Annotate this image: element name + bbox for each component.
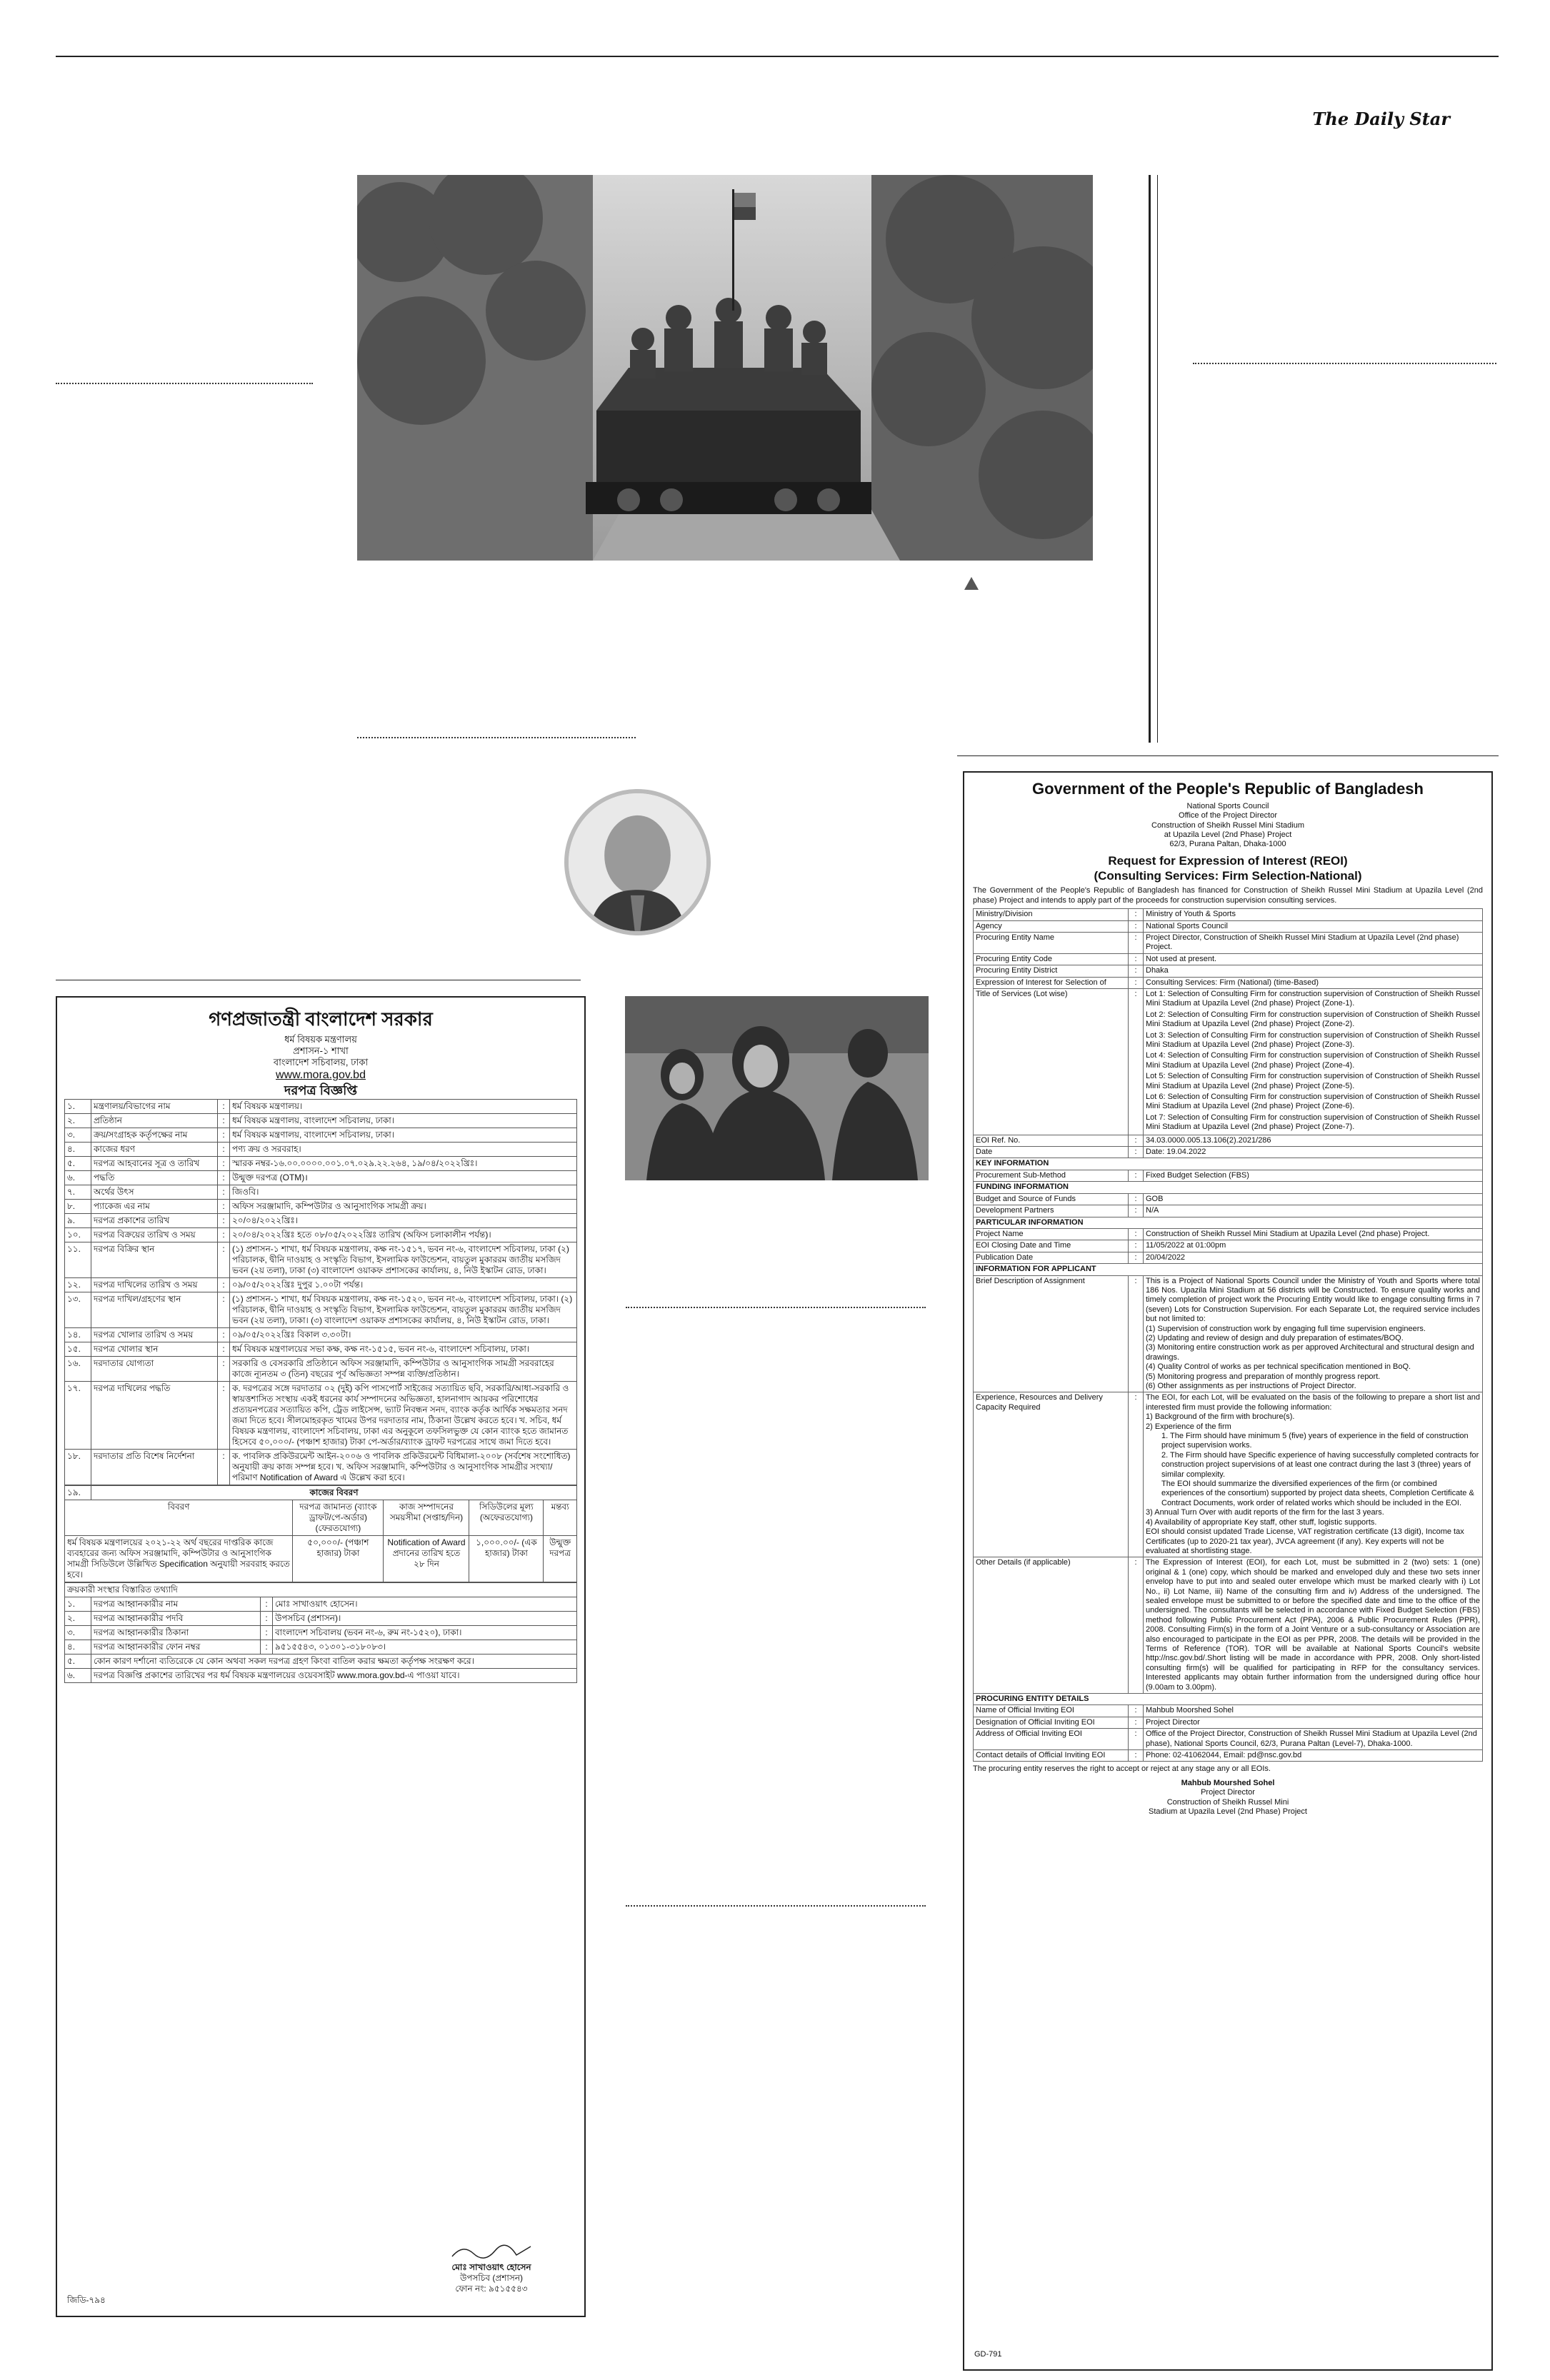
row-value: Phone: 02-41062044, Email: pd@nsc.gov.bd: [1144, 1750, 1483, 1762]
work-cell: ৫০,০০০/- (পঞ্চাশ হাজার) টাকা: [293, 1535, 384, 1582]
row-label: কাজের ধরণ: [91, 1142, 218, 1156]
row-value: ৯৫১৫৫৪৩, ০১৩০১-৩১৮০৮৩।: [273, 1640, 577, 1654]
work-cell: ধর্ম বিষয়ক মন্ত্রণালয়ের ২০২১-২২ অর্থ বছরের দাপ্তরিক কাজে ব্যবহারের জন্য অফিস সরঞ্জামাদি, কম্পিউটার ও আনুসাংগিক সামগ্রী সিডিউলে উল্লিখিত Specification অনুযায়ী সরবরাহ করতে হবে।: [65, 1535, 293, 1582]
table-row: [974, 1135, 1483, 1146]
table-row: [974, 1705, 1483, 1717]
row-colon: :: [218, 1449, 230, 1485]
row-value: Dhaka: [1144, 965, 1483, 977]
row-colon: :: [261, 1625, 273, 1640]
masthead: The Daily Star: [1312, 109, 1450, 129]
row-value: ০৯/০৫/২০২২খ্রিঃ দুপুর ১.০০টা পর্যন্ত।: [230, 1277, 577, 1292]
header-line: Construction of Sheikh Russel Mini Stadium: [1151, 820, 1304, 830]
section-title: FUNDING INFORMATION: [974, 1182, 1483, 1193]
row-colon: :: [218, 1170, 230, 1185]
row-label: Expression of Interest for Selection of: [974, 977, 1129, 988]
lot-item: Lot 3: Selection of Consulting Firm for construction supervision of Construction of Sheikh Russel Mini Stadium at Upazila Level (2nd phase) Project (Zone-3).: [1146, 1030, 1480, 1050]
row-colon: :: [1129, 1228, 1144, 1240]
table-row: [65, 1597, 577, 1611]
row-value: Fixed Budget Selection (FBS): [1144, 1170, 1483, 1181]
row-colon: :: [218, 1242, 230, 1277]
row-value: উপসচিব (প্রশাসন)।: [273, 1611, 577, 1625]
row-colon: :: [1129, 965, 1144, 977]
row-label: Project Name: [974, 1228, 1129, 1240]
row-colon: :: [1129, 1252, 1144, 1263]
triangle-icon: [964, 577, 979, 590]
row-number: ১০.: [65, 1227, 91, 1242]
row-number: ১৭.: [65, 1381, 91, 1449]
row-value: Project Director: [1144, 1717, 1483, 1728]
work-header: বিবরণ: [65, 1500, 293, 1535]
row-value: (১) প্রশাসন-১ শাখা, ধর্ম বিষয়ক মন্ত্রণালয়, কক্ষ নং-১৫১৭, ভবন নং-৬, বাংলাদেশ সচিবালয়, ঢাকা (২) পরিচালক, দ্বীনি দাওয়াহ ও সংস্কৃতি বিভাগ, ইসলামিক ফাউন্ডেশন, বায়তুল মুকাররম জাতীয় মসজিদ ভবন (২য় তলা), ঢাকা (৩) বাংলাদেশ ওয়াকফ প্রশাসকের কার্যালয়, ৪, নিউ ইস্কাটন রোড, ঢাকা।: [230, 1242, 577, 1277]
table-row: [974, 1240, 1483, 1252]
experience-item: 1. The Firm should have minimum 5 (five) years of experience in the field of construction project supervision works.: [1161, 1432, 1469, 1450]
column-rule: [1149, 175, 1151, 743]
table-row: [65, 1356, 577, 1381]
work-cell: উন্মুক্ত দরপত্র: [544, 1535, 577, 1582]
row-value: Project Director, Construction of Sheikh Russel Mini Stadium at Upazila Level (2nd phase) Project.: [1144, 932, 1483, 953]
row-colon: :: [261, 1611, 273, 1625]
row-value: Consulting Services: Firm (National) (time-Based): [1144, 977, 1483, 988]
table-row: [974, 1147, 1483, 1158]
table-row: [974, 977, 1483, 988]
row-value: উন্মুক্ত দরপত্র (OTM)।: [230, 1170, 577, 1185]
table-row: [65, 1381, 577, 1449]
row-label: দরপত্র খোলার স্থান: [91, 1342, 218, 1356]
row-colon: :: [1129, 1147, 1144, 1158]
table-row: [65, 1668, 577, 1682]
row-value: ক. দরপত্রের সঙ্গে দরদাতার ০২ (দুই) কপি পাসপোর্ট সাইজের সত্যায়িত ছবি, সরকারি/আধা-সরকারি ও স্বায়ত্তশাসিত সংস্থায় একই ধরনের কার্য সম্পাদনের অভিজ্ঞতা, হালনাগাদ আয়কর পরিশোধের প্রত্যয়নপত্রের সত্যায়িত কপি, ট্রেড লাইসেন্স, ভ্যাট নিবন্ধন সনদ, ব্যাংক কর্তৃক আর্থিক সক্ষমতার সনদ জমা দিতে হবে। সীলমোহরকৃত খামের উপর দরদাতার নাম, ঠিকানা উল্লেখ করতে হবে। খ. সচিব, ধর্ম বিষয়ক মন্ত্রণালয়, বাংলাদেশ সচিবালয়, ঢাকা এর অনুকূলে তফসিলভুক্ত যে কোন ব্যাংক হতে জামানত হিসেবে ৫০,০০০/- (পঞ্চাশ হাজার) টাকা পে-অর্ডার/ব্যাংক ড্রাফট দরপত্রের সাথে জমা দিতে হবে।: [230, 1381, 577, 1449]
row-value: N/A: [1144, 1205, 1483, 1217]
row-value: ধর্ম বিষয়ক মন্ত্রণালয়, বাংলাদেশ সচিবালয়, ঢাকা।: [230, 1113, 577, 1128]
table-row: [65, 1449, 577, 1485]
top-rule: [56, 56, 1499, 57]
row-label: দরপত্র আহ্বানকারীর ঠিকানা: [91, 1625, 261, 1640]
experience-item: 4) Availability of appropriate Key staff, other stuff, logistic supports.: [1146, 1517, 1377, 1527]
work-cell: Notification of Award প্রদানের তারিখ হতে ২৮ দিন: [384, 1535, 469, 1582]
table-row: [974, 1252, 1483, 1263]
row-value: ধর্ম বিষয়ক মন্ত্রণালয়ের সভা কক্ষ, কক্ষ নং-১৫১৫, ভবন নং-৬, বাংলাদেশ সচিবালয়, ঢাকা।: [230, 1342, 577, 1356]
row-label: দরদাতার প্রতি বিশেষ নির্দেশনা: [91, 1449, 218, 1485]
row-number: ৩.: [65, 1625, 91, 1640]
row-colon: :: [1129, 1557, 1144, 1694]
lot-item: Lot 5: Selection of Consulting Firm for construction supervision of Construction of Sheikh Russel Mini Stadium at Upazila Level (2nd phase) Project (Zone-5).: [1146, 1072, 1480, 1090]
table-row: [974, 1193, 1483, 1205]
row-colon: :: [1129, 988, 1144, 1135]
row-value: 11/05/2022 at 01:00pm: [1144, 1240, 1483, 1252]
dotted-divider: [357, 737, 636, 738]
row-colon: :: [218, 1277, 230, 1292]
row-label: দরপত্র প্রকাশের তারিখ: [91, 1213, 218, 1227]
other-details: The Expression of Interest (EOI), for each Lot, must be submitted in 2 (two) sets: 1 (one) original & 1 (one) copy, which should be marked and enveloped duly and these two sets inner envelop have to put into and sealed outer envelope which must be marked clearly with i) Lot No., ii) Lot Name, iii) Name of the consulting firm and iv) Address of the undersigned. The sealed envelope must be submitted to or before the specified date and time to the office of the undersigned. The consultants will be selected in accordance with Fixed Budget Selection (FBS) method following Public Procurement Act (PPA), 2006 & Public Procurement Rules (PPR), 2008. Consulting Firm(s) in the form of a Joint Venture or a sub-consultancy or Association are also encouraged to participate in the EOI as per PPR, 2008. The details will be provided in the Terms of Reference (TOR). TOR will be available at National Sports Council's website http://nsc.gov.bd/.Short listing will be made in accordance with PPR, 2008. Only short-listed consulting firm(s) will be qualified for participating in RFP for the consultancy services. Interested applicants may obtain further information from the undersigned during office hour (9.00am to 3.00pm).: [1144, 1557, 1483, 1694]
row-colon: :: [1129, 1205, 1144, 1217]
table-row: [65, 1327, 577, 1342]
table-row: [974, 1729, 1483, 1750]
row-value: সরকারি ও বেসরকারি প্রতিষ্ঠানে অফিস সরঞ্জামাদি, কম্পিউটার ও আনুসাংগিক সামগ্রী সরবরাহের কাজে ন্যূনতম ৩ (তিন) বছরের পূর্ব অভিজ্ঞতা সম্পন্ন ব্যক্তি/প্রতিষ্ঠান।: [230, 1356, 577, 1381]
work-header: কাজ সম্পাদনের সময়সীমা (সপ্তাহ/দিন): [384, 1500, 469, 1535]
procuring-info-table: [64, 1582, 577, 1683]
row-value: Office of the Project Director, Construction of Sheikh Russel Mini Stadium at Upazila Level (2nd phase), National Sports Council, 62/3, Purana Paltan (Level-7), Dhaka-1000.: [1144, 1729, 1483, 1750]
experience-item: 1) Background of the firm with brochure(s).: [1146, 1412, 1295, 1422]
row-colon: :: [218, 1142, 230, 1156]
header-line: Office of the Project Director: [1179, 811, 1277, 820]
table-row: [65, 1185, 577, 1199]
row-number: ৮.: [65, 1199, 91, 1213]
brief-item: (1) Supervision of construction work by engaging full time supervision engineers.: [1146, 1324, 1426, 1333]
row-number: ১৮.: [65, 1449, 91, 1485]
row-colon: :: [1129, 920, 1144, 932]
row-value: Construction of Sheikh Russel Mini Stadium at Upazila Level (2nd phase) Project.: [1144, 1228, 1483, 1240]
table-row: [974, 1275, 1483, 1392]
row-value: ধর্ম বিষয়ক মন্ত্রণালয়।: [230, 1099, 577, 1113]
table-row: [974, 988, 1483, 1135]
table-row: [974, 1557, 1483, 1694]
row-colon: :: [1129, 1717, 1144, 1728]
row-number: ৪.: [65, 1640, 91, 1654]
row-value: জিওবি।: [230, 1185, 577, 1199]
section-row: [974, 1217, 1483, 1228]
row-label: Development Partners: [974, 1205, 1129, 1217]
row-label: দরপত্র আহ্বানকারীর নাম: [91, 1597, 261, 1611]
row-label: দরপত্র দাখিলের পদ্ধতি: [91, 1381, 218, 1449]
section-row: [974, 1694, 1483, 1705]
table-row: [974, 1717, 1483, 1728]
table-row: [65, 1342, 577, 1356]
header-line: 62/3, Purana Paltan, Dhaka-1000: [1169, 840, 1286, 849]
reoi-signatory-name: Mahbub Mourshed Sohel: [1181, 1778, 1275, 1787]
row-value: বাংলাদেশ সচিবালয় (ভবন নং-৬, রুম নং-১৫২০), ঢাকা।: [273, 1625, 577, 1640]
header-line: at Upazila Level (2nd Phase) Project: [1164, 830, 1292, 840]
branch-line: প্রশাসন-১ শাখা: [293, 1045, 349, 1056]
row-value: Date: 19.04.2022: [1144, 1147, 1483, 1158]
table-row: [65, 1625, 577, 1640]
row-label: Name of Official Inviting EOI: [974, 1705, 1129, 1717]
row-colon: :: [1129, 1392, 1144, 1557]
reoi-government-title: Government of the People's Republic of Bangladesh: [1032, 780, 1424, 798]
section-title: PARTICULAR INFORMATION: [974, 1217, 1483, 1228]
row-label: দরপত্র বিক্রির স্থান: [91, 1242, 218, 1277]
row-number: ১.: [65, 1099, 91, 1113]
section-row: [974, 1158, 1483, 1170]
row-label: প্রতিষ্ঠান: [91, 1113, 218, 1128]
row-label: দরপত্র দাখিলের তারিখ ও সময়: [91, 1277, 218, 1292]
row-colon: :: [1129, 1240, 1144, 1252]
row-colon: :: [218, 1185, 230, 1199]
table-row: [974, 953, 1483, 965]
gd-code: জিডি-৭৯৪: [67, 2295, 106, 2305]
row-value: স্মারক নম্বর-১৬.০০.০০০০.০০১.০৭.০২৯.২২.২৬৪, ১৯/০৪/২০২২খ্রিঃ।: [230, 1156, 577, 1170]
row-label: দরদাতার যোগ্যতা: [91, 1356, 218, 1381]
work-header: সিডিউলের মূল্য (অফেরতযোগ্য): [469, 1500, 544, 1535]
brief-item: (6) Other assignments as per instructions of Project Director.: [1146, 1382, 1356, 1391]
row-label: Procuring Entity Code: [974, 953, 1129, 965]
row-number: ৯.: [65, 1213, 91, 1227]
table-row: [65, 1199, 577, 1213]
section-title: PROCURING ENTITY DETAILS: [974, 1694, 1483, 1705]
reoi-heading: Request for Expression of Interest (REOI): [1108, 853, 1348, 868]
row-number: ২.: [65, 1113, 91, 1128]
website-link[interactable]: www.mora.gov.bd: [276, 1069, 366, 1082]
header-line: National Sports Council: [1186, 801, 1269, 810]
row-label: Brief Description of Assignment: [974, 1275, 1129, 1392]
lot-item: Lot 1: Selection of Consulting Firm for construction supervision of Construction of Sheikh Russel Mini Stadium at Upazila Level (2nd phase) Project (Zone-1).: [1146, 989, 1480, 1008]
table-row: [65, 1582, 577, 1597]
row-colon: :: [1129, 909, 1144, 920]
table-row: [974, 1228, 1483, 1240]
experience-item: 2. The Firm should have Specific experience of having successfully completed contracts for construction project supervisions of at least one contract during the last 3 (three) years of similar complexity.: [1161, 1450, 1479, 1479]
table-row: [974, 932, 1483, 953]
row-label: Experience, Resources and Delivery Capacity Required: [974, 1392, 1129, 1557]
row-value: ধর্ম বিষয়ক মন্ত্রণালয়, বাংলাদেশ সচিবালয়, ঢাকা।: [230, 1128, 577, 1142]
experience-cell: [1144, 1392, 1483, 1557]
work-description-table: [64, 1485, 577, 1582]
experience-item: 2) Experience of the firm: [1146, 1422, 1231, 1431]
work-header: দরপত্র জামানত (ব্যাংক ড্রাফট/পে-অর্ডার) (ফেরতযোগ্য): [293, 1500, 384, 1535]
row-value: পণ্য ক্রয় ও সরবরাহ।: [230, 1142, 577, 1156]
row-colon: :: [1129, 1275, 1144, 1392]
row-number: ১২.: [65, 1277, 91, 1292]
table-row: [974, 1205, 1483, 1217]
table-row: [65, 1170, 577, 1185]
table-row: [974, 1392, 1483, 1557]
row-label: Address of Official Inviting EOI: [974, 1729, 1129, 1750]
notice-heading: দরপত্র বিজ্ঞপ্তি: [284, 1083, 358, 1098]
table-row: [65, 1113, 577, 1128]
brief-item: (5) Monitoring progress and preparation of monthly progress report.: [1146, 1372, 1381, 1381]
notice-title: গণপ্রজাতন্ত্রী বাংলাদেশ সরকার: [209, 1008, 433, 1030]
row-colon: :: [1129, 1729, 1144, 1750]
row-label: মন্ত্রণালয়/বিভাগের নাম: [91, 1099, 218, 1113]
section-row: [974, 1182, 1483, 1193]
lot-item: Lot 2: Selection of Consulting Firm for construction supervision of Construction of Sheikh Russel Mini Stadium at Upazila Level (2nd phase) Project (Zone-2).: [1146, 1010, 1480, 1029]
row-label: Procuring Entity District: [974, 965, 1129, 977]
row-colon: :: [1129, 1193, 1144, 1205]
row-colon: :: [218, 1199, 230, 1213]
row-colon: :: [218, 1356, 230, 1381]
row-label: Budget and Source of Funds: [974, 1193, 1129, 1205]
lot-item: Lot 6: Selection of Consulting Firm for construction supervision of Construction of Sheikh Russel Mini Stadium at Upazila Level (2nd phase) Project (Zone-6).: [1146, 1093, 1480, 1111]
row-number: ৩.: [65, 1128, 91, 1142]
section-title: INFORMATION FOR APPLICANT: [974, 1264, 1483, 1275]
row-label: Ministry/Division: [974, 909, 1129, 920]
row-value: GOB: [1144, 1193, 1483, 1205]
women-photo: [625, 996, 929, 1180]
row-label: দরপত্র আহবানের সূত্র ও তারিখ: [91, 1156, 218, 1170]
reoi-signatory-project: Construction of Sheikh Russel Mini: [1166, 1797, 1289, 1807]
signatory-name: মোঃ সাখাওয়াৎ হোসেন: [451, 2262, 531, 2272]
row-value: (১) প্রশাসন-১ শাখা, ধর্ম বিষয়ক মন্ত্রণালয়, কক্ষ নং-১৫২০, ভবন নং-৬, বাংলাদেশ সচিবালয়, ঢাকা। (২) পরিচালক, দ্বীনি দাওয়াহ ও সংস্কৃতি বিভাগ, ইসলামিক ফাউন্ডেশন, বায়তুল মুকাররম জাতীয় মসজিদ ভবন (২য় তলা), ঢাকা। (৩) বাংলাদেশ ওয়াকফ প্রশাসকের কার্যালয়, ৪, নিউ ইস্কাটন রোড, ঢাকা।: [230, 1292, 577, 1327]
brief-text: This is a Project of National Sports Council under the Ministry of Youth and Sports where total 186 Nos. Upazila Mini Stadium at 56 districts will be Constructed. To ensure quality works and timely completion of project work the Procuring Entity would like to engage consulting firms in 7 (seven) Lots for Construction Supervision. For each Separate Lot, the required service includes but not limited to:: [1146, 1276, 1480, 1324]
row-colon: :: [218, 1213, 230, 1227]
reserve-note: The procuring entity reserves the right to accept or reject at any stage any or all EOIs.: [973, 1764, 1271, 1774]
ministry-line: ধর্ম বিষয়ক মন্ত্রণালয়: [284, 1033, 357, 1045]
experience-item: The EOI should summarize the diversified experiences of the firm (or combined experiences of the consortium) supported by project data sheets, Completion Certificate & Contract Documents, work order of related works which should be included in the EOI.: [1161, 1480, 1474, 1507]
row-colon: :: [1129, 932, 1144, 953]
row-number: ৫.: [65, 1156, 91, 1170]
table-row: [65, 1227, 577, 1242]
dotted-divider: [626, 1307, 926, 1308]
row-label: Agency: [974, 920, 1129, 932]
row-colon: :: [218, 1113, 230, 1128]
table-row: [65, 1611, 577, 1625]
brief-item: (3) Monitoring entire construction work as per approved Architectural and structural design and drawings.: [1146, 1343, 1474, 1362]
table-row: [65, 1640, 577, 1654]
row-colon: :: [218, 1342, 230, 1356]
row-value: মোঃ সাখাওয়াৎ হোসেন।: [273, 1597, 577, 1611]
row-value: ২০/০৪/২০২২খ্রিঃ হতে ০৮/০৫/২০২২খ্রিঃ তারিখ (অফিস চলাকালীন পর্যন্ত)।: [230, 1227, 577, 1242]
row-colon: :: [261, 1640, 273, 1654]
reoi-signatory-project-2: Stadium at Upazila Level (2nd Phase) Project: [1149, 1807, 1307, 1817]
row-label: দরপত্র আহ্বানকারীর পদবি: [91, 1611, 261, 1625]
lots-cell: [1144, 988, 1483, 1135]
row-value: ০৯/০৫/২০২২খ্রিঃ বিকাল ৩.৩০টা।: [230, 1327, 577, 1342]
row-number: ১৪.: [65, 1327, 91, 1342]
row-number: ১.: [65, 1597, 91, 1611]
row-number: ৬.: [65, 1668, 91, 1682]
handwritten-signature: [449, 2241, 534, 2262]
table-row: [974, 1750, 1483, 1762]
row-label: Designation of Official Inviting EOI: [974, 1717, 1129, 1728]
signatory-title: উপসচিব (প্রশাসন): [460, 2273, 523, 2283]
row-label: অর্থের উৎস: [91, 1185, 218, 1199]
table-row: [65, 1292, 577, 1327]
table-row: [65, 1099, 577, 1113]
table-row: [974, 965, 1483, 977]
bangla-tender-notice: [56, 996, 586, 2317]
signatory-phone: ফোন নং: ৯৫১৫৫৪৩: [455, 2284, 528, 2294]
reoi-subheading: (Consulting Services: Firm Selection-National): [1094, 868, 1362, 883]
row-value: Ministry of Youth & Sports: [1144, 909, 1483, 920]
row-value: ক. পাবলিক প্রকিউরমেন্ট আইন-২০০৬ ও পাবলিক প্রকিউরমেন্ট বিধিমালা-২০০৮ (সর্বশেষ সংশোধিত) অনুযায়ী ক্রয় কাজ সম্পন্ন হবে। খ. অফিস সরঞ্জামাদি, কম্পিউটার ও আনুসাংগিক সামগ্রীর সংখ্যা/পরিমাণ Notification of Award এ উল্লেখ করা হবে।: [230, 1449, 577, 1485]
signature-block: [449, 2241, 534, 2294]
row-label: Title of Services (Lot wise): [974, 988, 1129, 1135]
experience-intro: The EOI, for each Lot, will be evaluated on the basis of the following to prepare a short list and interested firm must provide the following information:: [1146, 1393, 1480, 1412]
row-label: Contact details of Official Inviting EOI: [974, 1750, 1129, 1762]
reoi-intro: The Government of the People's Republic of Bangladesh has financed for Construction of Sheikh Russel Mini Stadium at Upazila Level (2nd phase) Project and intends to apply part of the proceeds for construction supervision consulting services.: [973, 886, 1483, 905]
section-title: KEY INFORMATION: [974, 1158, 1483, 1170]
table-row: [974, 920, 1483, 932]
reoi-notice: [963, 771, 1493, 2371]
dotted-divider: [56, 383, 313, 384]
row-colon: :: [218, 1099, 230, 1113]
row-number: ১৯.: [65, 1485, 91, 1500]
column-rule: [1157, 175, 1158, 743]
secretariat-line: বাংলাদেশ সচিবালয়, ঢাকা: [273, 1057, 369, 1068]
row-colon: :: [218, 1128, 230, 1142]
dotted-divider: [626, 1905, 926, 1907]
lot-item: Lot 7: Selection of Consulting Firm for construction supervision of Construction of Sheikh Russel Mini Stadium at Upazila Level (2nd phase) Project (Zone-7).: [1146, 1113, 1480, 1132]
row-label: ক্রয়/সংগ্রাহক কর্তৃপক্ষের নাম: [91, 1128, 218, 1142]
row-label: Other Details (if applicable): [974, 1557, 1129, 1694]
row-colon: :: [1129, 1135, 1144, 1146]
row-colon: :: [1129, 953, 1144, 965]
info-title: ক্রয়কারী সংস্থার বিস্তারিত তথ্যাদি: [65, 1582, 577, 1597]
row-label: দরপত্র বিক্রয়ের তারিখ ও সময়: [91, 1227, 218, 1242]
table-row: [65, 1213, 577, 1227]
note-text: দরপত্র বিজ্ঞপ্তি প্রকাশের তারিখের পর ধর্ম বিষয়ক মন্ত্রণালয়ের ওয়েবসাইট www.mora.gov.bd-এ পাওয়া যাবে।: [91, 1668, 577, 1682]
armored-vehicle-photo: [357, 175, 1093, 561]
table-row: [974, 909, 1483, 920]
row-label: দরপত্র দাখিল/গ্রহণের স্থান: [91, 1292, 218, 1327]
row-colon: :: [218, 1381, 230, 1449]
row-label: Date: [974, 1147, 1129, 1158]
table-row: [974, 1170, 1483, 1181]
row-number: ৫.: [65, 1654, 91, 1668]
row-colon: :: [261, 1597, 273, 1611]
row-label: প্যাকেজ এর নাম: [91, 1199, 218, 1213]
work-cell: ১,০০০.০০/- (এক হাজার) টাকা: [469, 1535, 544, 1582]
dotted-divider: [1193, 363, 1496, 364]
row-number: ১১.: [65, 1242, 91, 1277]
column-rule: [957, 755, 1499, 756]
row-label: দরপত্র আহ্বানকারীর ফোন নম্বর: [91, 1640, 261, 1654]
table-row: [65, 1654, 577, 1668]
row-label: দরপত্র খোলার তারিখ ও সময়: [91, 1327, 218, 1342]
row-number: ৪.: [65, 1142, 91, 1156]
row-colon: :: [218, 1292, 230, 1327]
table-row: [65, 1242, 577, 1277]
row-label: Publication Date: [974, 1252, 1129, 1263]
row-number: ৬.: [65, 1170, 91, 1185]
work-header: মন্তব্য: [544, 1500, 577, 1535]
table-row: [65, 1156, 577, 1170]
portrait-photo: [564, 789, 711, 935]
row-label: Procurement Sub-Method: [974, 1170, 1129, 1181]
brief-item: (4) Quality Control of works as per technical specification mentioned in BoQ.: [1146, 1362, 1411, 1372]
row-number: ১৫.: [65, 1342, 91, 1356]
row-label: পদ্ধতি: [91, 1170, 218, 1185]
experience-item: 3) Annual Turn Over with audit reports of the firm for the last 3 years.: [1146, 1508, 1384, 1517]
row-number: ১৩.: [65, 1292, 91, 1327]
row-colon: :: [218, 1227, 230, 1242]
brief-cell: [1144, 1275, 1483, 1392]
tender-table: [64, 1099, 577, 1485]
note-text: কোন কারণ দর্শানো ব্যতিরেকে যে কোন অথবা সকল দরপত্র গ্রহণ কিংবা বাতিল করার ক্ষমতা কর্তৃপক্ষ সংরক্ষণ করে।: [91, 1654, 577, 1668]
table-row: [65, 1277, 577, 1292]
row-value: Not used at present.: [1144, 953, 1483, 965]
reoi-gd-code: GD-791: [974, 2349, 1002, 2359]
experience-item: EOI should consist updated Trade License, VAT registration certificate (13 digit), Income tax Certificates (up to 2020-21 tax year), JVCA agreement (if any). Key experts will not be evaluated at shortlisting stage.: [1146, 1527, 1464, 1555]
brief-item: (2) Updating and review of design and duly preparation of estimates/BOQ.: [1146, 1333, 1404, 1342]
row-colon: :: [1129, 1170, 1144, 1181]
table-row: [65, 1142, 577, 1156]
row-colon: :: [1129, 977, 1144, 988]
row-number: ১৬.: [65, 1356, 91, 1381]
row-value: Mahbub Moorshed Sohel: [1144, 1705, 1483, 1717]
section-row: [974, 1264, 1483, 1275]
row-value: 34.03.0000.005.13.106(2).2021/286: [1144, 1135, 1483, 1146]
reoi-signatory-title: Project Director: [1201, 1788, 1255, 1797]
row-value: National Sports Council: [1144, 920, 1483, 932]
row-label: Procuring Entity Name: [974, 932, 1129, 953]
row-value: 20/04/2022: [1144, 1252, 1483, 1263]
row-value: ২০/০৪/২০২২খ্রিঃ।: [230, 1213, 577, 1227]
row-colon: :: [218, 1156, 230, 1170]
row-number: ২.: [65, 1611, 91, 1625]
lot-item: Lot 4: Selection of Consulting Firm for construction supervision of Construction of Sheikh Russel Mini Stadium at Upazila Level (2nd phase) Project (Zone-4).: [1146, 1051, 1480, 1070]
row-value: অফিস সরঞ্জামাদি, কম্পিউটার ও আনুসাংগিক সামগ্রী ক্রয়।: [230, 1199, 577, 1213]
reoi-table: [973, 908, 1483, 1762]
row-number: ৭.: [65, 1185, 91, 1199]
work-title: কাজের বিবরণ: [91, 1485, 577, 1500]
table-row: [65, 1128, 577, 1142]
row-colon: :: [1129, 1750, 1144, 1762]
row-label: EOI Closing Date and Time: [974, 1240, 1129, 1252]
row-label: EOI Ref. No.: [974, 1135, 1129, 1146]
row-colon: :: [1129, 1705, 1144, 1717]
row-colon: :: [218, 1327, 230, 1342]
